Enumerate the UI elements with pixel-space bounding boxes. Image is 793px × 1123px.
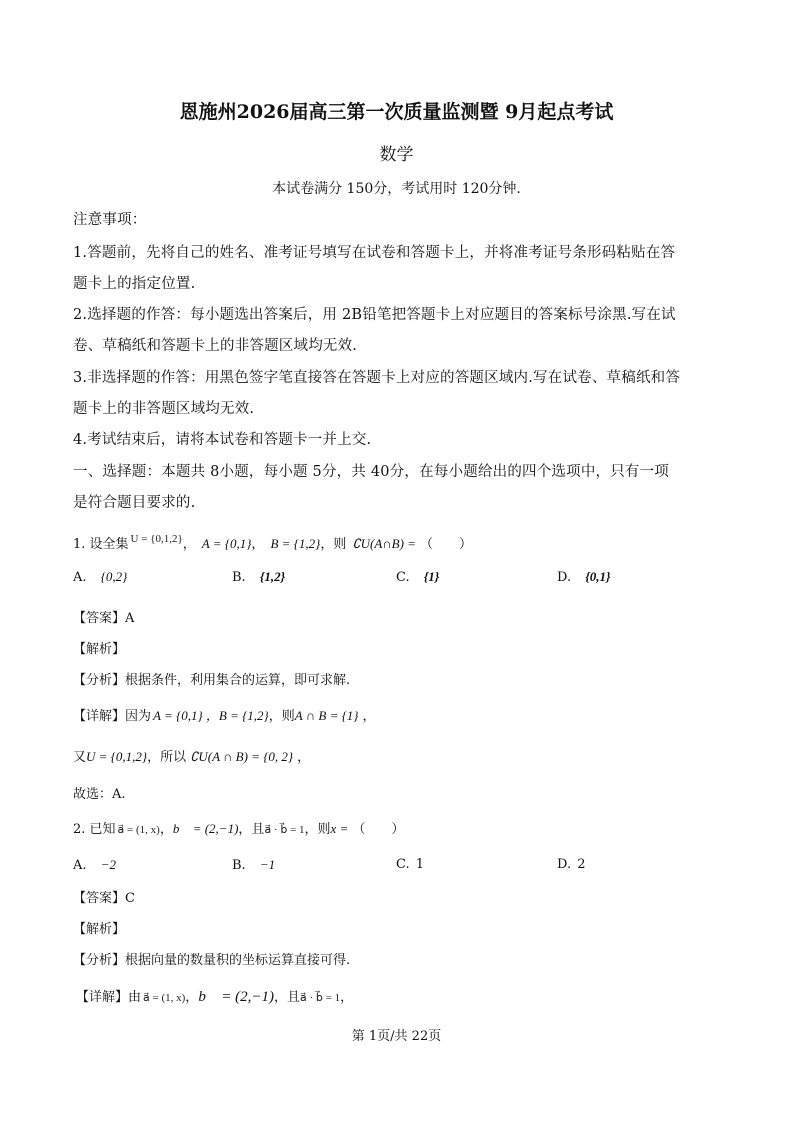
set-U-formula: U = {0,1,2} [86,749,148,764]
note-3-line-2: 题卡上的非答题区域均无效. [73,401,255,417]
q1-analysis-heading: 【解析】 [73,642,126,657]
comma: ， [185,990,199,1005]
set-B-formula: B = {1,2} [270,536,321,551]
note-1-line-2: 题卡上的指定位置. [73,276,196,292]
note-4: 4.考试结束后，请将本试卷和答题卡一并上交. [73,432,372,448]
comma: ， [251,537,265,552]
detail-prefix: 【详解】因为 [73,709,152,724]
and-text: ，且 [273,990,300,1005]
q2-option-d [557,857,586,872]
question-1-stem [73,533,472,552]
then-text: ，则 [268,709,295,724]
vector-a-formula: a⃗ = (1, x) [117,824,160,836]
so-text: ，所以 [147,750,187,765]
option-label: A. [73,858,87,873]
detail-prefix: 又 [73,750,87,765]
note-2-line-2: 卷、草稿纸和答题卡上的非答题区域均无效. [73,338,358,354]
q2-detail-line-1 [76,986,353,1006]
vector-b-formula: b⃗ = (2,−1) [198,989,274,1005]
q1-detail-line-2 [73,746,310,765]
q1-option-a [73,569,127,585]
option-label: B. [232,858,246,873]
option-label: D. [557,857,572,872]
comma: ， [159,822,173,837]
complement-result-formula: ∁U(A ∩ B) = {0, 2} [190,749,294,764]
section-1-line-2: 是符合题目要求的. [73,495,196,511]
option-label: D. [557,570,572,585]
comma: ， [182,537,196,552]
detail-formula: A = {0,1} ，B = {1,2} [153,708,269,723]
set-A-formula: A = {0,1} [201,536,252,551]
q1-option-c [396,569,439,585]
dot-product-formula: a⃗ · b⃗ = 1 [299,992,341,1004]
q2-option-c [396,857,424,872]
comma: ， [297,750,311,765]
q1-answer: 【答案】A [73,611,135,626]
option-value: {0,2} [100,569,128,584]
complement-formula: ∁U(A∩B) = [352,536,416,551]
q2-option-b [232,857,275,873]
q2-fenxi: 【分析】根据向量的数量积的坐标运算直接可得. [73,953,351,968]
detail-prefix: 【详解】由 [76,990,142,1005]
q1-detail-line-1 [73,705,376,724]
q1-fenxi: 【分析】根据条件，利用集合的运算，即可求解. [73,673,351,688]
dot-product-formula: a⃗ · b⃗ = 1 [264,824,305,836]
then-text: ，则 [320,537,347,552]
question-1-prefix: 1. 设全集 [73,537,129,552]
note-2-line-1: 2.选择题的作答：每小题选出答案后，用 2B铅笔把答题卡上对应题目的答案标号涂黑.写在试 [73,307,676,323]
option-value: −2 [100,857,116,872]
answer-paren: （ ） [419,537,472,552]
exam-info: 本试卷满分 150分，考试用时 120分钟. [272,181,521,197]
option-value: {0,1} [585,569,611,584]
q1-option-b [232,569,285,585]
note-1-line-1: 1.答题前，先将自己的姓名、准考证号填写在试卷和答题卡上，并将准考证号条形码粘贴在答 [73,245,676,261]
option-value: 2 [577,857,586,872]
option-label: C. [396,857,410,872]
question-2-stem [73,818,404,837]
option-value: {1} [423,569,440,584]
exam-title: 恩施州2026届高三第一次质量监测暨 9月起点考试 [179,101,614,123]
vector-a-formula: a⃗ = (1, x) [143,992,186,1004]
page-number: 第 1页/共 22页 [351,1029,442,1044]
option-label: A. [73,570,87,585]
q1-conclusion: 故选：A. [73,787,126,802]
answer-paren: （ ） [352,822,405,837]
notes-heading: 注意事项： [73,212,147,228]
q2-analysis-heading: 【解析】 [73,922,126,937]
option-label: C. [396,570,410,585]
comma: ， [362,709,376,724]
q2-option-a [73,857,116,873]
note-3-line-1: 3.非选择题的作答：用黑色签字笔直接答在答题卡上对应的答题区域内.写在试卷、草稿纸和答 [73,370,681,386]
section-1-line-1: 一、选择题：本题共 8小题，每小题 5分，共 40分，在每小题给出的四个选项中，只有一项 [73,464,670,480]
set-U-formula: U = {0,1,2} [130,533,183,545]
vector-b-formula: b⃗ = (2,−1) [172,821,239,836]
q2-answer: 【答案】C [73,891,135,906]
question-2-prefix: 2. 已知 [73,822,116,837]
comma: ， [340,990,354,1005]
option-value: 1 [415,857,425,872]
intersection-formula: A ∩ B = {1} [294,708,359,723]
exam-subject: 数学 [379,145,414,165]
option-value: −1 [259,857,276,872]
x-formula: x = [330,821,349,836]
option-label: B. [232,570,246,585]
then-text: ，则 [304,822,331,837]
option-value: {1,2} [259,569,286,584]
q1-option-d [557,569,611,585]
and-text: ，且 [238,822,265,837]
